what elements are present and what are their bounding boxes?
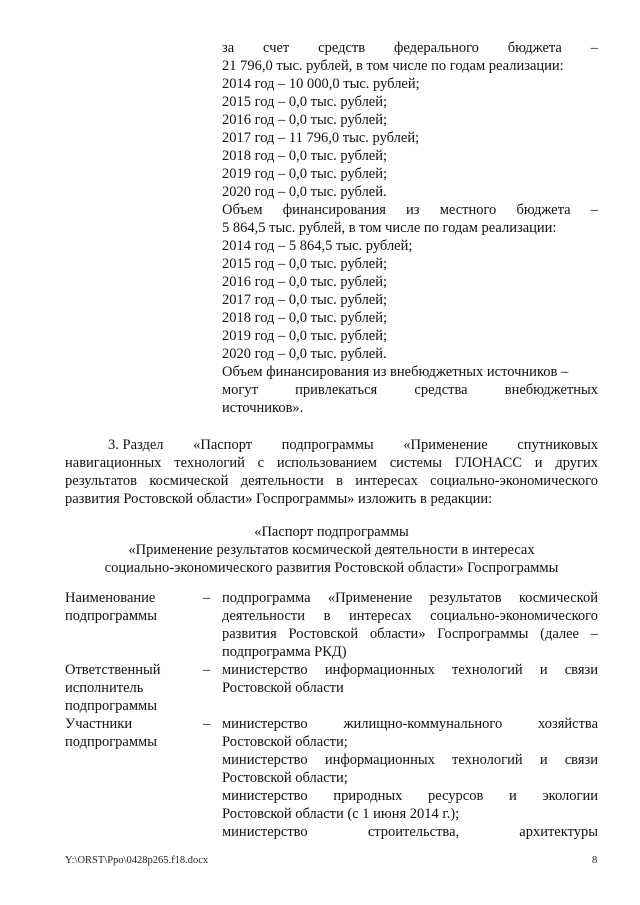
passport-row-value [222,806,459,823]
word: интересах [348,608,412,624]
word: технологий [174,455,245,471]
word: министерство [222,716,308,732]
word: бюджета [507,40,562,56]
section3-line: развития Ростовской области» Госпрограммы» изложить в редакции: [65,491,493,507]
passport-row-dash: – [203,590,211,606]
word: 3. Раздел [108,437,164,453]
word: «Применение [327,590,413,606]
word: за [222,40,235,56]
word: деятельности [222,608,306,624]
passport-row-value [222,824,598,841]
word: связи [564,662,598,678]
word: федерального [393,40,479,56]
passport-row-label: Наименование [65,590,156,606]
federal-year-line: 2014 год – 10 000,0 тыс. рублей; [222,76,420,92]
local-budget-total: 5 864,5 тыс. рублей, в том числе по годам реализации: [222,220,557,236]
word: результатов [65,473,138,489]
word: результатов [429,590,502,606]
federal-year-line: 2019 год – 0,0 тыс. рублей; [222,166,388,182]
word: социально-экономического [430,473,598,489]
word: информационных [324,752,435,768]
federal-year-line: 2020 год – 0,0 тыс. рублей. [222,184,387,200]
passport-row-value [222,608,598,625]
word: с [257,455,265,471]
section3-line [65,473,598,490]
word: в [323,608,331,624]
word: спутниковых [517,437,598,453]
passport-title: социально-экономического развития Ростовской области» Госпрограммы [104,560,559,576]
word: использованием [276,455,377,471]
word: ресурсов [428,788,484,804]
passport-row-dash: – [203,716,211,732]
federal-year-line: 2018 год – 0,0 тыс. рублей; [222,148,388,164]
federal-year-line: 2017 год – 11 796,0 тыс. рублей; [222,130,420,146]
passport-title: «Применение результатов космической деятельности в интересах [128,542,535,558]
word: привлекаться [295,382,378,398]
word: министерство [222,662,308,678]
word: из [406,202,420,218]
word: внебюджетных [504,382,598,398]
passport-row-dash: – [203,662,211,678]
word: и [539,752,548,768]
page-number: 8 [592,855,598,866]
word: – [590,202,598,218]
word: ГЛОНАСС [454,455,522,471]
word: экологии [542,788,598,804]
passport-row-value [222,644,347,661]
word: министерство [222,752,308,768]
word: связи [564,752,598,768]
word: финансирования [282,202,386,218]
passport-row-label: подпрограммы [65,734,157,750]
passport-row-value [222,590,598,607]
federal-budget-total: 21 796,0 тыс. рублей, в том числе по годам реализации: [222,58,564,74]
word: «Паспорт [193,437,253,453]
word: Объем [222,202,263,218]
passport-row-value [222,770,348,787]
footer-file-path: Y:\ORST\Ppo\0428p265.f18.docx [65,855,209,866]
word: Госпрограммы [437,626,529,642]
word: подпрограмма РКД) [222,644,347,660]
word: природных [333,788,403,804]
federal-budget-line [222,40,598,57]
local-budget-line [222,202,598,219]
passport-row-value [222,662,598,679]
passport-row-label: Участники [65,716,133,732]
word: хозяйства [538,716,598,732]
word: других [555,455,598,471]
word: Ростовской области [222,680,344,696]
word: местного [439,202,497,218]
passport-title: «Паспорт подпрограммы [254,524,409,540]
passport-row-value [222,716,598,733]
word: средства [414,382,468,398]
extrabudget-line [222,382,598,399]
passport-row-value [222,734,348,751]
word: счет [263,40,290,56]
local-year-line: 2019 год – 0,0 тыс. рублей; [222,328,388,344]
federal-year-line: 2015 год – 0,0 тыс. рублей; [222,94,388,110]
passport-row-value [222,788,598,805]
section3-line [65,455,598,472]
passport-row-value [222,680,344,697]
word: архитектуры [519,824,598,840]
local-year-line: 2014 год – 5 864,5 тыс. рублей; [222,238,413,254]
section3-line [108,437,598,454]
word: социально-экономического [430,608,598,624]
word: космической [518,590,598,606]
word: информационных [324,662,435,678]
word: в [336,473,343,489]
word: могут [222,382,258,398]
word: министерство [222,788,308,804]
word: навигационных [65,455,162,471]
passport-row-value [222,626,598,643]
word: технологий [452,662,523,678]
local-year-line: 2020 год – 0,0 тыс. рублей. [222,346,387,362]
word: и [539,662,548,678]
word: (далее [540,626,579,642]
local-year-line: 2017 год – 0,0 тыс. рублей; [222,292,388,308]
extrabudget-line: источников». [222,400,304,416]
word: Ростовской области (с 1 июня 2014 г.); [222,806,460,822]
passport-row-label: подпрограммы [65,698,157,714]
word: и [509,788,517,804]
word: системы [389,455,443,471]
federal-year-line: 2016 год – 0,0 тыс. рублей; [222,112,388,128]
word: жилищно-коммунального [343,716,503,732]
extrabudget-line: Объем финансирования из внебюджетных источников – [222,364,569,380]
word: – [590,40,598,56]
word: космической [149,473,229,489]
word: министерство [222,824,308,840]
word: Ростовской области; [222,770,348,786]
word: подпрограммы [281,437,374,453]
word: Ростовской [288,626,359,642]
word: бюджета [516,202,571,218]
word: технологий [452,752,523,768]
word: развития [222,626,277,642]
local-year-line: 2018 год – 0,0 тыс. рублей; [222,310,388,326]
passport-row-value [222,752,598,769]
word: – [590,626,598,642]
word: деятельности [240,473,324,489]
word: подпрограмма [222,590,311,606]
word: «Применение [403,437,488,453]
word: области» [369,626,426,642]
word: интересах [355,473,418,489]
word: строительства, [367,824,460,840]
word: средств [318,40,366,56]
passport-row-label: исполнитель [65,680,144,696]
local-year-line: 2015 год – 0,0 тыс. рублей; [222,256,388,272]
word: и [534,455,543,471]
local-year-line: 2016 год – 0,0 тыс. рублей; [222,274,388,290]
passport-row-label: Ответственный [65,662,161,678]
word: Ростовской области; [222,734,348,750]
passport-row-label: подпрограммы [65,608,157,624]
